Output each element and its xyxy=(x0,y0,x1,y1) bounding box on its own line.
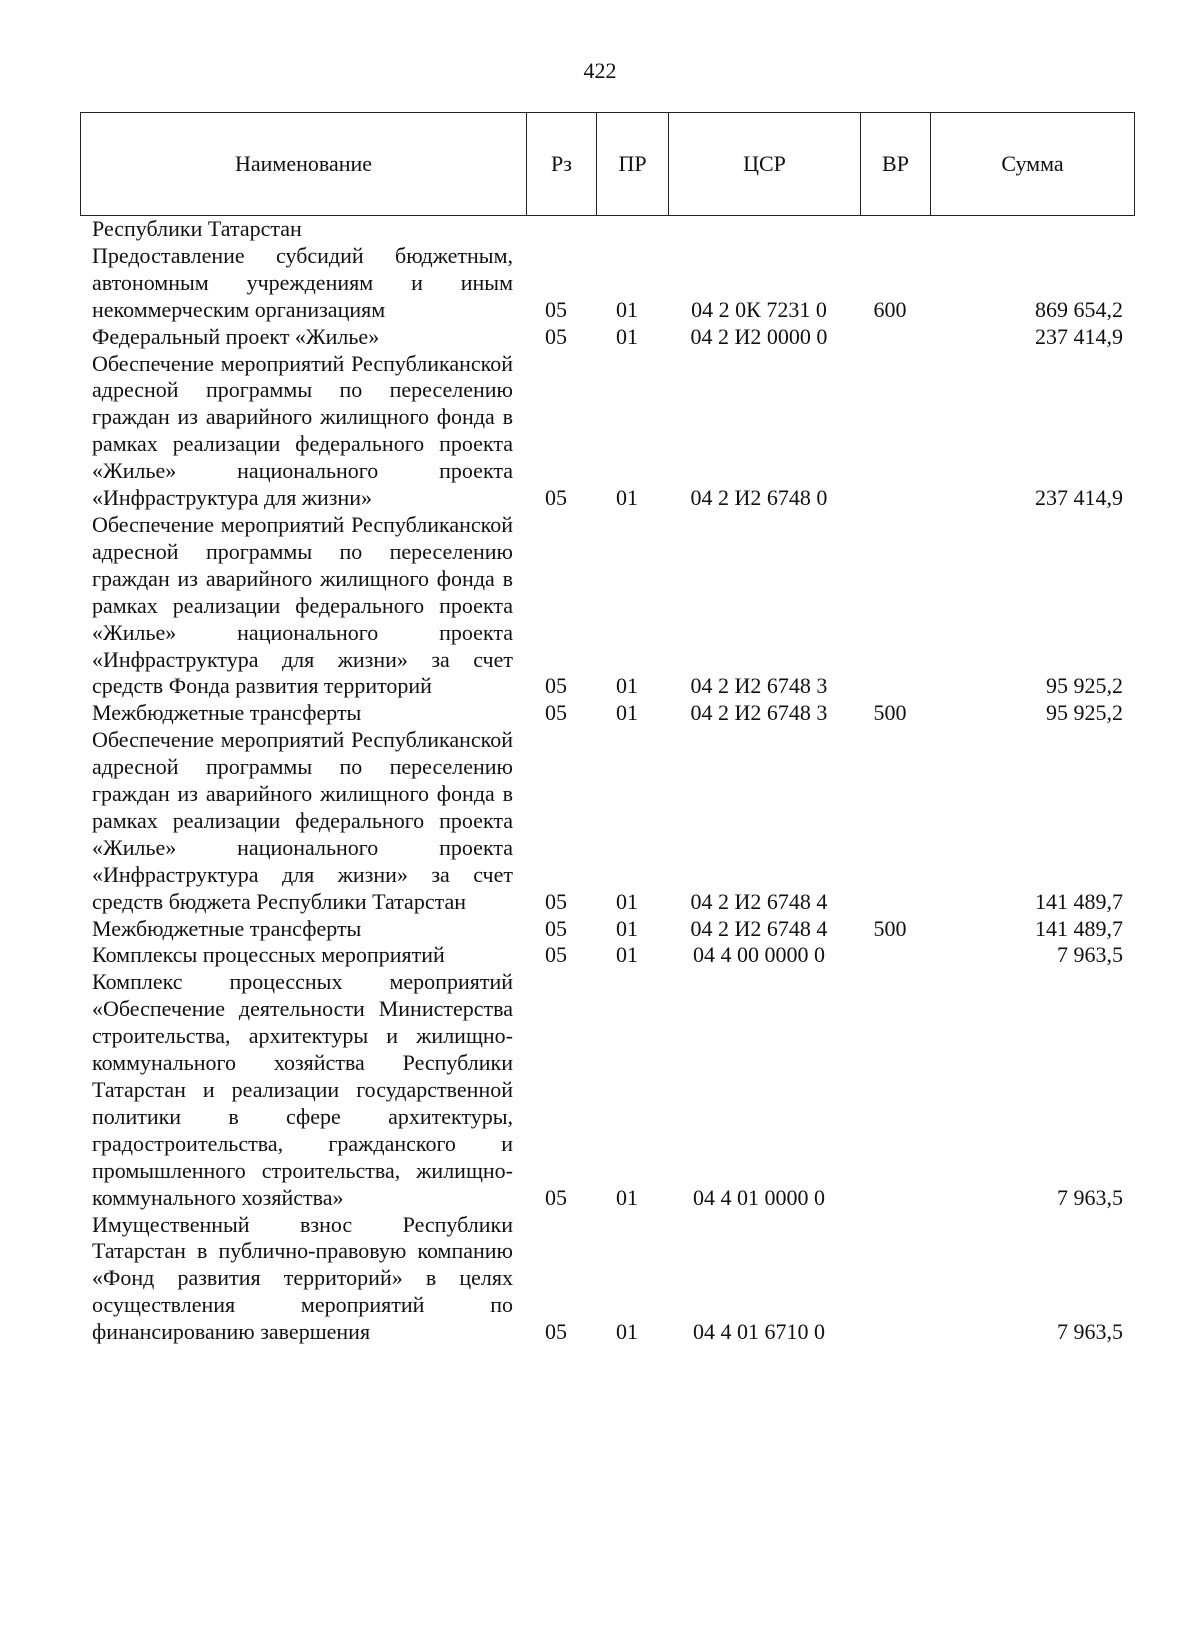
header-name: Наименование xyxy=(81,113,527,215)
cell-pr: 01 xyxy=(616,942,638,968)
cell-rz: 05 xyxy=(545,296,567,322)
cell-sum: 237 414,9 xyxy=(1035,485,1123,511)
header-sum: Сумма xyxy=(1001,151,1064,176)
cell-rz: 05 xyxy=(545,888,567,914)
cell-name: Предоставление субсидий бюджетным, автономным учреждениям и иным некоммерческим организациям xyxy=(92,242,513,322)
cell-csr: 04 2 И2 6748 3 xyxy=(690,700,828,726)
cell-name: Межбюджетные трансферты xyxy=(92,700,362,726)
table-row xyxy=(80,512,1135,700)
header-pr: ПР xyxy=(597,113,669,215)
cell-pr: 01 xyxy=(616,888,638,914)
cell-sum: 7 963,5 xyxy=(1057,1319,1123,1345)
page-number: 422 xyxy=(583,58,617,83)
cell-sum: 237 414,9 xyxy=(1035,323,1123,349)
header-vr: ВР xyxy=(861,113,931,215)
cell-rz: 05 xyxy=(545,942,567,968)
cell-pr: 01 xyxy=(616,1184,638,1210)
cell-rz: 05 xyxy=(545,700,567,726)
cell-csr: 04 4 00 0000 0 xyxy=(693,942,825,968)
cell-pr: 01 xyxy=(616,673,638,699)
cell-name: Обеспечение мероприятий Республиканской адресной программы по переселению граждан из аварийного жилищного фонда в рамках реализации федерального проекта «Жилье» национального проекта «Инфраструктура для жизни» за счет средств Фонда развития территорий xyxy=(92,511,513,699)
cell-rz: 05 xyxy=(545,915,567,941)
cell-sum: 95 925,2 xyxy=(1046,700,1123,726)
header-csr: ЦСР xyxy=(669,113,861,215)
cell-csr: 04 2 И2 6748 0 xyxy=(690,485,828,511)
cell-rz: 05 xyxy=(545,323,567,349)
cell-vr: 500 xyxy=(873,915,907,941)
cell-name: Межбюджетные трансферты xyxy=(92,915,362,941)
cell-name: Федеральный проект «Жилье» xyxy=(92,323,380,349)
cell-sum: 869 654,2 xyxy=(1035,296,1123,322)
cell-pr: 01 xyxy=(616,485,638,511)
table-row xyxy=(80,243,1135,324)
cell-sum: 95 925,2 xyxy=(1046,673,1123,699)
table-row xyxy=(80,324,1135,351)
table-row xyxy=(80,969,1135,1211)
cell-sum: 141 489,7 xyxy=(1035,915,1123,941)
cell-csr: 04 4 01 6710 0 xyxy=(693,1319,825,1345)
table-row xyxy=(80,727,1135,915)
table-row xyxy=(80,351,1135,512)
cell-name: Имущественный взнос Республики Татарстан в публично-правовую компанию «Фонд развития территорий» в целях осуществления мероприятий по финансированию завершения xyxy=(92,1211,513,1345)
cell-csr: 04 4 01 0000 0 xyxy=(693,1184,825,1210)
cell-csr: 04 2 И2 6748 3 xyxy=(690,673,828,699)
cell-vr: 500 xyxy=(873,700,907,726)
cell-sum: 141 489,7 xyxy=(1035,888,1123,914)
cell-sum: 7 963,5 xyxy=(1057,942,1123,968)
cell-csr: 04 2 И2 6748 4 xyxy=(690,888,828,914)
header-rz: Рз xyxy=(527,113,597,215)
cell-pr: 01 xyxy=(616,323,638,349)
cell-pr: 01 xyxy=(616,1319,638,1345)
table-row xyxy=(80,216,1135,243)
cell-rz: 05 xyxy=(545,1184,567,1210)
cell-rz: 05 xyxy=(545,485,567,511)
cell-name: Обеспечение мероприятий Республиканской адресной программы по переселению граждан из аварийного жилищного фонда в рамках реализации федерального проекта «Жилье» национального проекта «Инфраструктура для жизни» xyxy=(92,350,513,511)
cell-name: Комплексы процессных мероприятий xyxy=(92,942,445,968)
table-row xyxy=(80,942,1135,969)
cell-rz: 05 xyxy=(545,1319,567,1345)
table-body xyxy=(80,216,1135,1346)
cell-rz: 05 xyxy=(545,673,567,699)
cell-pr: 01 xyxy=(616,296,638,322)
cell-pr: 01 xyxy=(616,915,638,941)
table-row xyxy=(80,916,1135,943)
cell-name: Обеспечение мероприятий Республиканской адресной программы по переселению граждан из аварийного жилищного фонда в рамках реализации федерального проекта «Жилье» национального проекта «Инфраструктура для жизни» за счет средств бюджета Республики Татарстан xyxy=(92,727,513,914)
cell-name: Республики Татарстан xyxy=(92,216,302,241)
cell-sum: 7 963,5 xyxy=(1057,1184,1123,1210)
cell-csr: 04 2 И2 0000 0 xyxy=(690,323,828,349)
cell-vr: 600 xyxy=(873,296,907,322)
cell-csr: 04 2 0К 7231 0 xyxy=(691,296,827,322)
cell-pr: 01 xyxy=(616,700,638,726)
cell-name: Комплекс процессных мероприятий «Обеспечение деятельности Министерства строительства, архитектуры и жилищно-коммунального хозяйства Республики Татарстан и реализации государственной политики в сфере архитектуры, градостроительства, гражданского и промышленного строительства, жилищно-коммунального хозяйства» xyxy=(92,969,513,1210)
cell-csr: 04 2 И2 6748 4 xyxy=(690,915,828,941)
table-row xyxy=(80,700,1135,727)
table-header xyxy=(80,112,1135,216)
table-row xyxy=(80,1212,1135,1347)
